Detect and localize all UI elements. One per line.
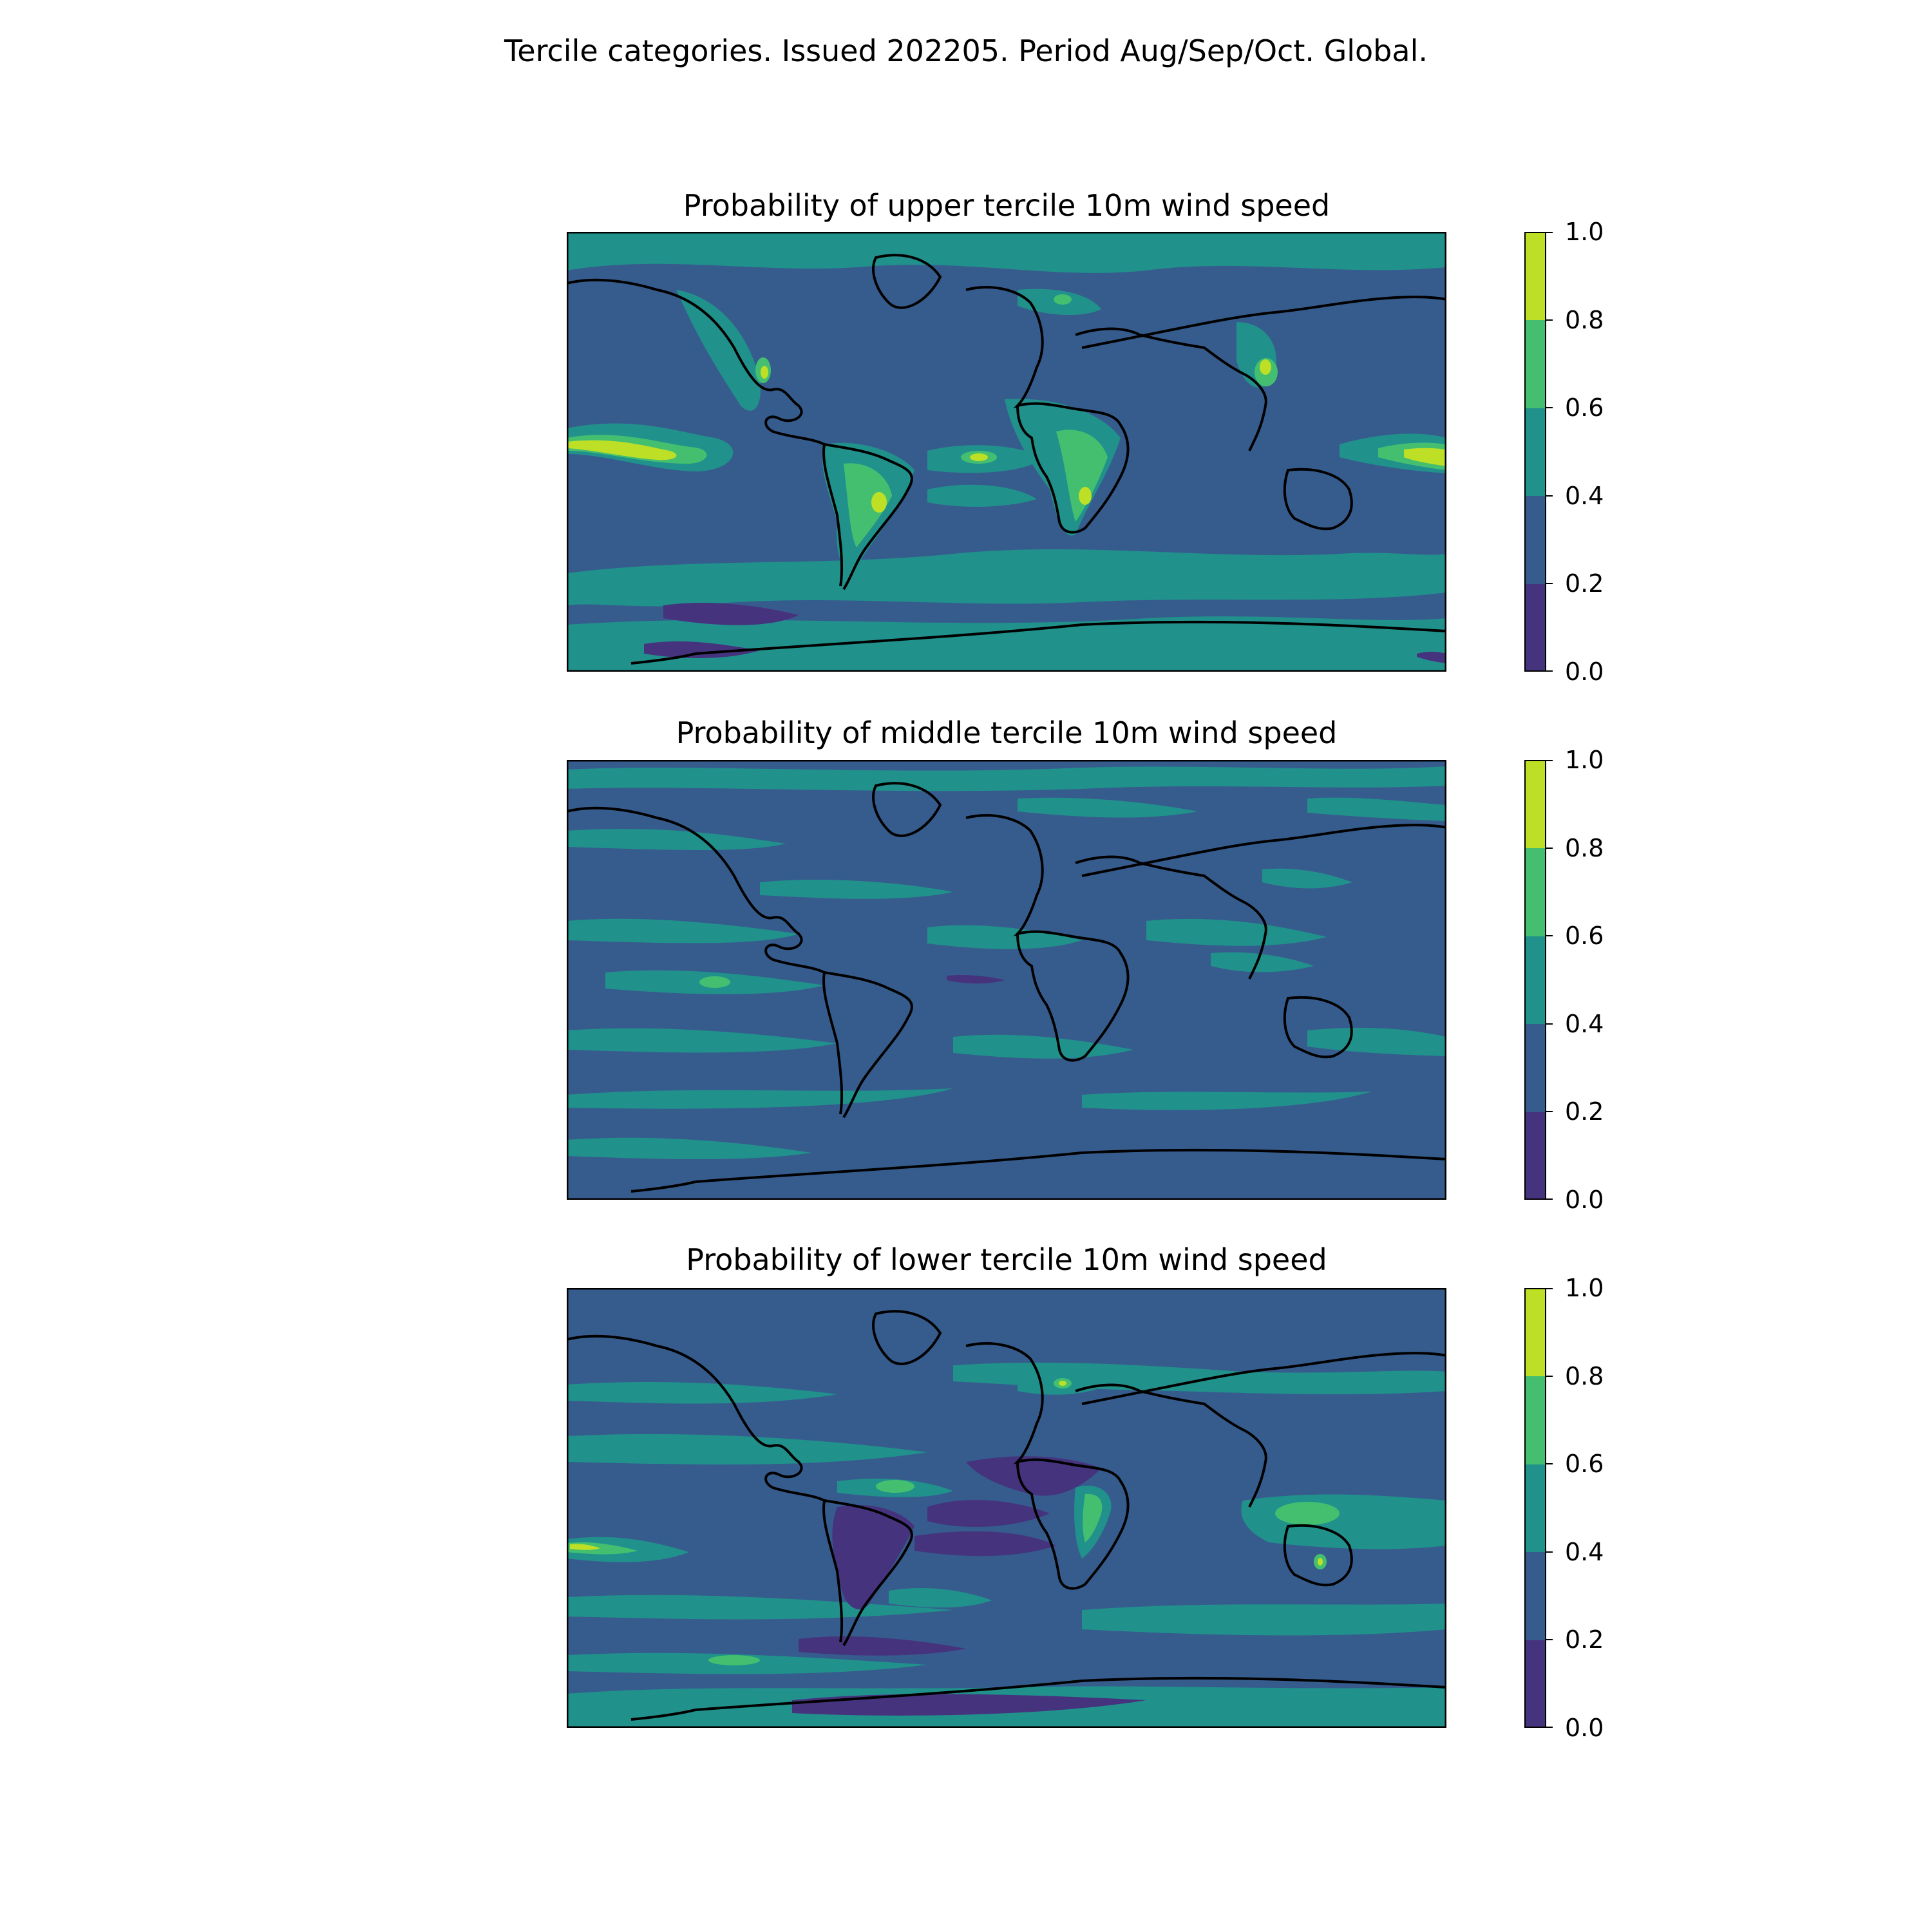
colorbar-lower-tick-1.0: 1.0	[1565, 1274, 1604, 1302]
colorbar-lower-tick-0.0: 0.0	[1565, 1714, 1604, 1742]
colorbar-middle-tick-0.6: 0.6	[1565, 922, 1604, 950]
colorbar-upper-tick-0.0: 0.0	[1565, 658, 1604, 686]
colorbar-lower	[1524, 1288, 1546, 1728]
colorbar-middle-tick-1.0: 1.0	[1565, 746, 1604, 774]
figure-suptitle: Tercile categories. Issued 202205. Period Aug/Sep/Oct. Global.	[504, 33, 1428, 68]
map-upper-tercile	[567, 232, 1446, 672]
map-middle-tercile	[567, 760, 1446, 1200]
colorbar-upper-tick-1.0: 1.0	[1565, 218, 1604, 246]
colorbar-lower-tick-0.6: 0.6	[1565, 1450, 1604, 1478]
colorbar-upper-tick-0.2: 0.2	[1565, 569, 1604, 598]
colorbar-middle	[1524, 760, 1546, 1200]
colorbar-upper-tick-0.6: 0.6	[1565, 393, 1604, 422]
colorbar-middle-tick-0.8: 0.8	[1565, 834, 1604, 862]
colorbar-upper	[1524, 232, 1546, 672]
colorbar-lower-tick-0.4: 0.4	[1565, 1538, 1604, 1566]
colorbar-middle-tick-0.4: 0.4	[1565, 1010, 1604, 1038]
colorbar-upper-tick-0.8: 0.8	[1565, 306, 1604, 334]
colorbar-lower-tick-0.8: 0.8	[1565, 1362, 1604, 1390]
panel-title-middle: Probability of middle tercile 10m wind speed	[676, 715, 1338, 750]
colorbar-upper-tick-0.4: 0.4	[1565, 482, 1604, 510]
colorbar-lower-tick-0.2: 0.2	[1565, 1625, 1604, 1654]
panel-title-lower: Probability of lower tercile 10m wind speed	[686, 1242, 1327, 1277]
colorbar-middle-tick-0.0: 0.0	[1565, 1186, 1604, 1214]
map-lower-tercile	[567, 1288, 1446, 1728]
panel-title-upper: Probability of upper tercile 10m wind speed	[683, 188, 1331, 223]
colorbar-middle-tick-0.2: 0.2	[1565, 1097, 1604, 1126]
